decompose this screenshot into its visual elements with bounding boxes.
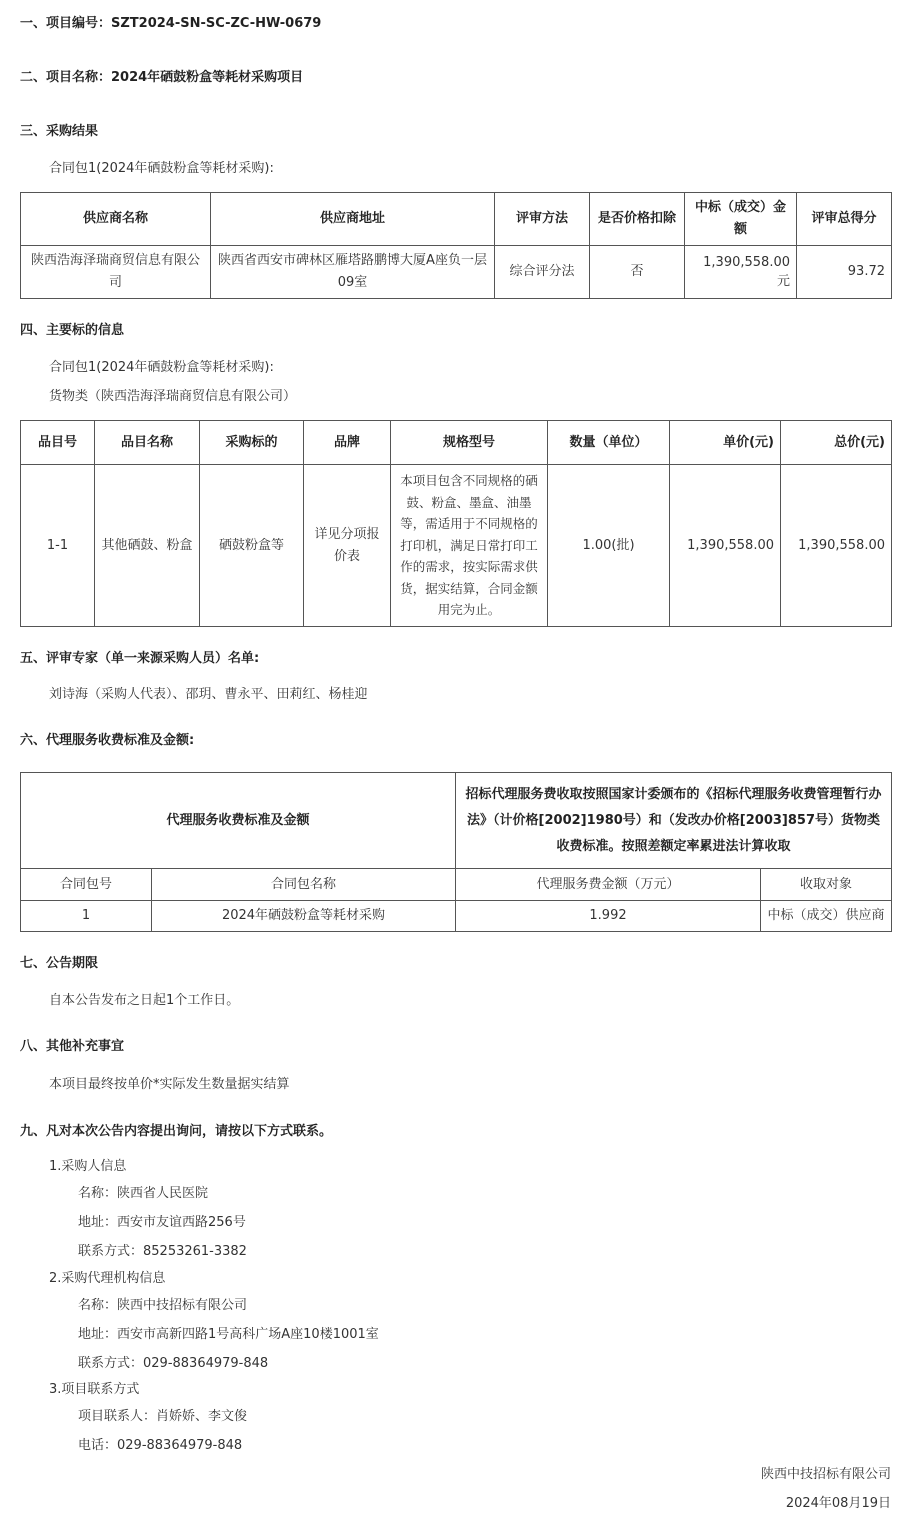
table-row [21,465,892,627]
th-fee: 代理服务费金额（万元） [456,869,761,901]
project-number: 一、项目编号：SZT2024-SN-SC-ZC-HW-0679 [20,16,322,31]
table-row [21,246,892,299]
items-header-row [21,421,892,465]
th-pkg-no: 合同包号 [21,869,152,901]
cell-unit-price: 1,390,558.00 [670,465,781,627]
th-target: 采购标的 [200,421,304,465]
section-8-title: 八、其他补充事宜 [20,1039,125,1054]
fee-standard-label: 代理服务收费标准及金额 [21,773,456,869]
th-item-name: 品目名称 [95,421,200,465]
project-contact-phone: 电话：029-88364979-848 [78,1438,243,1453]
section-7-title: 七、公告期限 [20,956,99,971]
th-item-no: 品目号 [21,421,95,465]
cell-score: 93.72 [797,246,892,299]
table-row [21,901,892,932]
project-contact-person: 项目联系人：肖娇娇、李文俊 [78,1409,248,1424]
cell-pkg-name: 2024年硒鼓粉盒等耗材采购 [152,901,456,932]
th-total-price: 总价(元) [781,421,892,465]
cell-method: 综合评分法 [495,246,590,299]
th-spec: 规格型号 [391,421,548,465]
section-4-title: 四、主要标的信息 [20,323,125,338]
th-brand: 品牌 [304,421,391,465]
items-table [20,420,892,627]
fee-table [20,772,892,932]
result-table [20,192,892,299]
agency-name: 名称：陕西中技招标有限公司 [78,1298,248,1313]
purchaser-heading: 1.采购人信息 [49,1159,127,1174]
th-unit-price: 单价(元) [670,421,781,465]
s3-package: 合同包1(2024年硒鼓粉盒等耗材采购): [49,161,274,176]
th-supplier: 供应商名称 [21,193,211,246]
th-amount: 中标（成交）金额 [685,193,797,246]
footer-date: 2024年08月19日 [785,1496,891,1511]
cell-target: 硒鼓粉盒等 [200,465,304,627]
fee-standard-text: 招标代理服务费收取按照国家计委颁布的《招标代理服务收费管理暂行办法》（计价格[2002]1980号）和（发改办价格[2003]857号）货物类收费标准。按照差额定率累进法计算收取 [456,773,892,869]
cell-deduction: 否 [590,246,685,299]
th-deduction: 是否价格扣除 [590,193,685,246]
cell-item-no: 1-1 [21,465,95,627]
s4-package: 合同包1(2024年硒鼓粉盒等耗材采购): [49,360,274,375]
section-6-title: 六、代理服务收费标准及金额: [20,733,195,748]
cell-address: 陕西省西安市碑林区雁塔路鹏博大厦A座负一层09室 [211,246,495,299]
cell-fee: 1.992 [456,901,761,932]
section-5-title: 五、评审专家（单一来源采购人员）名单: [20,651,260,666]
cell-total-price: 1,390,558.00 [781,465,892,627]
fee-header-row [21,869,892,901]
cell-item-name: 其他硒鼓、粉盒 [95,465,200,627]
project-name: 二、项目名称：2024年硒鼓粉盒等耗材采购项目 [20,70,304,85]
cell-spec: 本项目包含不同规格的硒鼓、粉盒、墨盒、油墨等，需适用于不同规格的打印机，满足日常打印工作的需求，按实际需求供货，据实结算，合同金额用完为止。 [391,465,548,627]
th-payer: 收取对象 [761,869,892,901]
section-9-title: 九、凡对本次公告内容提出询问，请按以下方式联系。 [20,1124,333,1139]
agency-heading: 2.采购代理机构信息 [49,1271,166,1286]
cell-amount: 1,390,558.00元 [685,246,797,299]
cell-payer: 中标（成交）供应商 [761,901,892,932]
agency-address: 地址：西安市高新四路1号高科广场A座10楼1001室 [78,1327,379,1342]
project-contact-heading: 3.项目联系方式 [49,1382,140,1397]
fee-standard-row [21,773,892,869]
th-score: 评审总得分 [797,193,892,246]
th-qty: 数量（单位） [548,421,670,465]
agency-contact: 联系方式：029-88364979-848 [78,1356,269,1371]
cell-pkg-no: 1 [21,901,152,932]
purchaser-contact: 联系方式：85253261-3382 [78,1244,247,1259]
expert-names: 刘诗海（采购人代表）、邵玥、曹永平、田莉红、杨桂迎 [49,687,368,702]
purchaser-name: 名称：陕西省人民医院 [78,1186,209,1201]
th-pkg-name: 合同包名称 [152,869,456,901]
result-header-row [21,193,892,246]
cell-supplier: 陕西浩海泽瑞商贸信息有限公司 [21,246,211,299]
s4-category: 货物类（陕西浩海泽瑞商贸信息有限公司） [49,389,297,404]
section-3-title: 三、采购结果 [20,124,99,139]
footer-company: 陕西中技招标有限公司 [760,1467,891,1482]
cell-qty: 1.00(批) [548,465,670,627]
notice-period: 自本公告发布之日起1个工作日。 [49,993,240,1008]
th-method: 评审方法 [495,193,590,246]
purchaser-address: 地址：西安市友谊西路256号 [78,1215,246,1230]
cell-brand: 详见分项报价表 [304,465,391,627]
supplementary-note: 本项目最终按单价*实际发生数量据实结算 [49,1077,290,1092]
th-address: 供应商地址 [211,193,495,246]
